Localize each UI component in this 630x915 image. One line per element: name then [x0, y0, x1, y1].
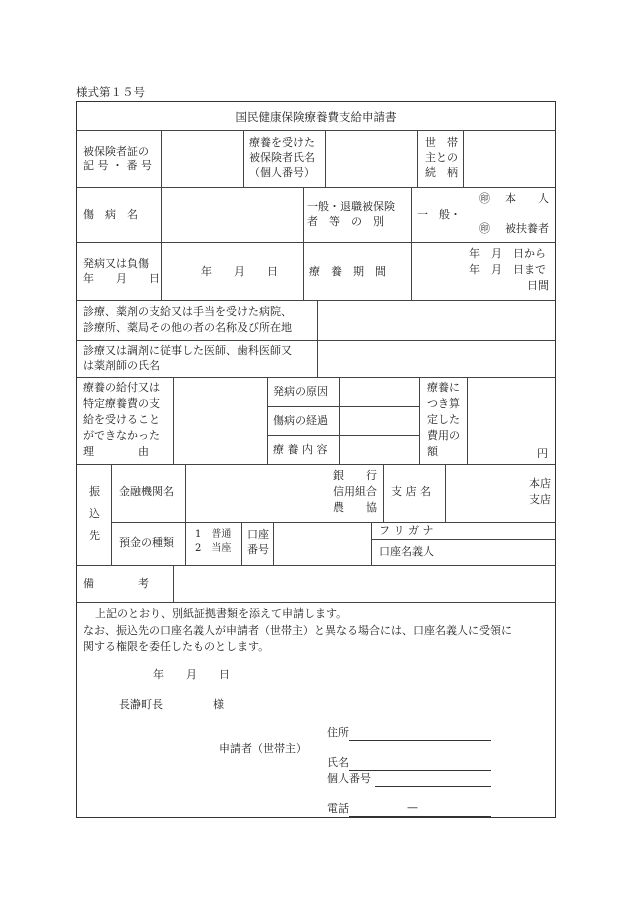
general-label: 一 般・ — [417, 208, 461, 221]
phone-field-line[interactable] — [349, 816, 491, 817]
deposit-type-label: 預金の種類 — [119, 536, 174, 549]
amount-label-1: 療養に — [427, 381, 460, 394]
deposit-option-current: 2 当座 — [195, 543, 232, 554]
reason-label-3: 給を受けること — [83, 413, 160, 426]
amount-label-2: つき算 — [427, 397, 460, 410]
reason-label-1: 療養の給付又は — [83, 381, 160, 394]
doctor-label-1: 診療又は調剤に従事した医師、歯科医師又 — [83, 344, 292, 357]
account-no-label-2: 番号 — [247, 543, 269, 556]
reason-label-4: ができなかった — [83, 429, 160, 442]
divider — [467, 377, 468, 464]
divider — [243, 130, 244, 187]
circle-mark: ㊞ — [479, 222, 490, 235]
cause-label: 発病の原因 — [273, 385, 328, 398]
divider — [339, 377, 340, 464]
branch-type-head: 本店 — [529, 477, 551, 490]
divider — [173, 377, 174, 464]
divider — [267, 406, 419, 407]
id-number-field-line[interactable] — [375, 786, 491, 787]
divider — [383, 464, 384, 522]
divider — [161, 130, 162, 187]
category-label-1: 一般・退職被保険 — [307, 200, 395, 213]
divider — [161, 187, 162, 242]
divider — [77, 565, 555, 566]
institution-label: 金融機関名 — [119, 485, 174, 498]
patient-name-label-2: 被保険者氏名 — [249, 151, 315, 164]
divider — [325, 130, 326, 187]
application-form — [76, 101, 556, 818]
name-field-line[interactable] — [349, 770, 491, 771]
self-label: 本 人 — [505, 192, 549, 205]
relation-label-3: 続 柄 — [425, 166, 458, 179]
divider — [303, 242, 304, 300]
address-field-line[interactable] — [349, 740, 491, 741]
divider — [417, 130, 418, 187]
content-label: 療 養 内 容 — [273, 443, 328, 456]
doctor-label-2: は薬剤師の氏名 — [83, 359, 160, 372]
form-number: 様式第１５号 — [76, 85, 145, 99]
divider — [77, 464, 555, 465]
hospital-label-2: 診療所、薬局その他の者の名称及び所在地 — [83, 321, 292, 334]
reason-label-2: 特定療養費の支 — [83, 397, 160, 410]
relation-label-2: 主との — [425, 151, 458, 164]
account-no-label-1: 口座 — [247, 528, 269, 541]
divider — [317, 300, 318, 340]
course-label: 傷病の経過 — [273, 414, 328, 427]
divider — [419, 377, 420, 464]
name-label: 氏名 — [327, 756, 349, 769]
divider — [241, 522, 242, 565]
address-label: 住所 — [327, 726, 349, 739]
bank-type-bank: 銀 行 — [333, 469, 377, 482]
account-holder-label: 口座名義人 — [379, 545, 434, 558]
period-label: 療 養 期 間 — [309, 265, 386, 278]
divider — [267, 377, 268, 464]
furigana-label: フ リ ガ ナ — [379, 524, 434, 537]
relation-label-1: 世 帯 — [425, 136, 458, 149]
amount-label-5: 額 — [427, 445, 438, 458]
declaration-date: 年 月 日 — [153, 668, 230, 681]
hospital-label-1: 診療、薬剤の支給又は手当を受けた病院、 — [83, 305, 292, 318]
divider — [111, 464, 112, 565]
patient-name-label-1: 療養を受けた — [249, 136, 315, 149]
mayor-label: 長瀞町長 — [119, 698, 163, 711]
divider — [303, 187, 304, 242]
divider — [77, 187, 555, 188]
remarks-label: 備 考 — [83, 577, 149, 590]
divider — [111, 522, 555, 523]
divider — [371, 539, 555, 540]
transfer-label-1: 振 — [89, 485, 100, 498]
phone-label: 電話 — [327, 802, 349, 815]
onset-date-units: 年 月 日 — [201, 265, 278, 278]
branch-type-branch: 支店 — [529, 493, 551, 506]
dependent-label: 被扶養者 — [505, 222, 549, 235]
divider — [173, 565, 174, 602]
form-title: 国民健康保険療養費支給申請書 — [235, 110, 397, 124]
divider — [267, 435, 419, 436]
category-label-2: 者 等 の 別 — [307, 215, 384, 228]
insurance-card-label-2: 記 号 ・ 番 号 — [83, 159, 152, 172]
divider — [161, 242, 162, 300]
period-days: 日間 — [527, 279, 549, 292]
divider — [411, 187, 412, 242]
reason-label-5: 理 由 — [83, 445, 149, 458]
phone-dash: — — [407, 801, 418, 814]
transfer-label-2: 込 — [89, 507, 100, 520]
divider — [317, 340, 318, 377]
circle-mark: ㊞ — [479, 192, 490, 205]
amount-label-3: 定した — [427, 413, 460, 426]
deposit-option-ordinary: 1 普通 — [195, 529, 232, 540]
divider — [185, 464, 186, 565]
divider — [77, 602, 555, 603]
onset-label-1: 発病又は負傷 — [83, 257, 149, 270]
period-from: 年 月 日から — [469, 247, 546, 260]
divider — [77, 130, 555, 131]
period-to: 年 月 日まで — [469, 263, 546, 276]
declaration-line-2: なお、振込先の口座名義人が申請者（世帯主）と異なる場合には、口座名義人に受領に — [83, 624, 512, 637]
amount-label-4: 費用の — [427, 429, 460, 442]
onset-label-2: 年 月 日 — [83, 272, 160, 285]
divider — [371, 522, 372, 565]
insurance-card-label-1: 被保険者証の — [83, 145, 149, 158]
divider — [77, 242, 555, 243]
divider — [445, 464, 446, 522]
declaration-line-1: 上記のとおり、別紙証拠書類を添えて申請します。 — [95, 607, 348, 620]
bank-type-credit-union: 信用組合 — [333, 485, 377, 498]
yen-unit: 円 — [537, 447, 548, 460]
divider — [77, 300, 555, 301]
applicant-label: 申請者（世帯主） — [219, 742, 307, 755]
declaration-line-3: 関する権限を委任したものとします。 — [83, 640, 270, 653]
divider — [273, 522, 274, 565]
branch-label: 支 店 名 — [391, 485, 431, 498]
transfer-label-3: 先 — [89, 529, 100, 542]
bank-type-agri-coop: 農 協 — [333, 501, 377, 514]
divider — [411, 242, 412, 300]
id-number-label: 個人番号 — [327, 772, 371, 785]
divider — [77, 340, 555, 341]
sama-label: 様 — [213, 698, 224, 711]
patient-name-label-3: （個人番号） — [249, 166, 315, 179]
divider — [77, 377, 555, 378]
disease-label: 傷 病 名 — [83, 208, 138, 221]
divider — [463, 130, 464, 187]
